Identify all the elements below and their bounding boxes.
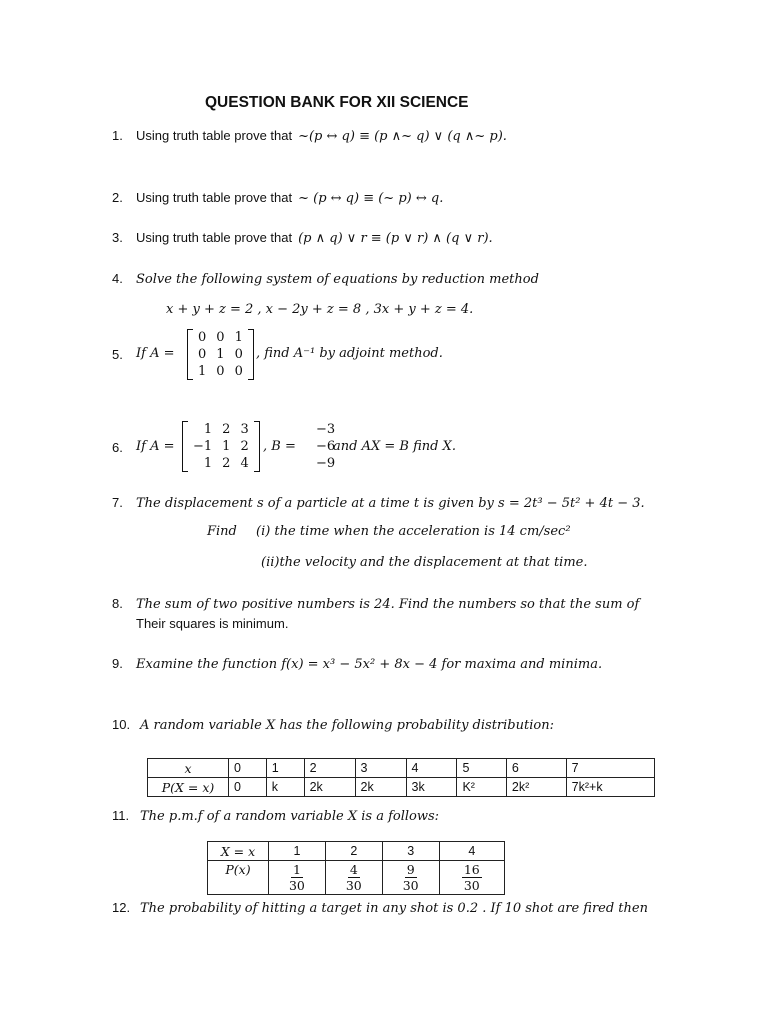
question-math: ~ (p ↔ q) ≡ (~ p) ↔ q. <box>298 191 444 206</box>
fraction <box>403 862 419 893</box>
question-10 <box>112 717 554 733</box>
question-12 <box>112 900 648 916</box>
question-math: The probability of hitting a target in any shot is 0.2 . If 10 shot are fired then <box>140 901 648 916</box>
table-cell: 1 <box>269 842 326 861</box>
table-cell <box>382 861 439 895</box>
matrix-cell: 1 <box>216 347 225 362</box>
table-cell: 7k²+k <box>566 778 654 797</box>
fraction <box>289 862 305 893</box>
question-math: , find A⁻¹ by adjoint method. <box>256 346 443 361</box>
table-cell: 2k <box>304 778 355 797</box>
matrix-a <box>187 329 254 380</box>
table-cell: 7 <box>566 759 654 778</box>
question-math: (p ∧ q) ∨ r ≡ (p ∨ r) ∧ (q ∨ r). <box>298 231 493 246</box>
table-row <box>208 842 505 861</box>
table-row <box>208 861 505 895</box>
table-cell: k <box>266 778 304 797</box>
matrix-cell: 1 <box>234 330 243 345</box>
question-math: The sum of two positive numbers is 24. Find the numbers so that the sum of <box>136 597 640 612</box>
table-row <box>148 759 655 778</box>
matrix-cell: 2 <box>222 456 231 471</box>
question-text: Using truth table prove that <box>136 190 293 205</box>
table-cell: 2 <box>325 842 382 861</box>
question-number: 3. <box>112 230 123 245</box>
table-cell <box>269 861 326 895</box>
denominator: 30 <box>345 878 362 893</box>
numerator: 1 <box>292 862 301 877</box>
matrix-cell: −6 <box>316 439 336 454</box>
question-math: , B = <box>263 439 296 454</box>
matrix-cell: 1 <box>198 364 207 379</box>
question-number: 6. <box>112 440 123 455</box>
question-1 <box>112 128 507 144</box>
question-math: A random variable X has the following probability distribution: <box>140 718 554 733</box>
table-cell: K² <box>457 778 506 797</box>
matrix-cell: −1 <box>193 439 213 454</box>
page-title: QUESTION BANK FOR XII SCIENCE <box>205 94 469 111</box>
question-math: If A = <box>136 346 175 361</box>
numerator: 4 <box>349 862 358 877</box>
question-math: The p.m.f of a random variable X is a follows: <box>140 809 440 824</box>
question-number: 1. <box>112 128 123 143</box>
table-cell: P(x) <box>208 861 269 895</box>
question-7 <box>112 495 645 511</box>
matrix-cell: 3 <box>240 422 249 437</box>
table-cell <box>325 861 382 895</box>
question-math: ~(p ↔ q) ≡ (p ∧~ q) ∨ (q ∧~ p). <box>298 129 507 144</box>
table-cell: 2 <box>304 759 355 778</box>
table-cell: 2k² <box>506 778 566 797</box>
equation-system: x + y + z = 2 , x − 2y + z = 8 , 3x + y + z = 4. <box>166 302 474 317</box>
question-number: 9. <box>112 656 123 671</box>
table-cell: 2k <box>355 778 406 797</box>
table-cell: 0 <box>229 759 267 778</box>
question-8 <box>112 596 639 612</box>
matrix-cell: 0 <box>216 330 225 345</box>
question-math: Examine the function f(x) = x³ − 5x² + 8x − 4 for maxima and minima. <box>136 657 603 672</box>
table-cell: 3 <box>355 759 406 778</box>
question-math: Solve the following system of equations by reduction method <box>136 272 539 287</box>
question-3 <box>112 230 493 246</box>
pmf-table <box>207 841 505 895</box>
question-number: 10. <box>112 717 131 732</box>
matrix-cell: −3 <box>316 422 336 437</box>
question-9 <box>112 656 602 672</box>
question-11 <box>112 808 439 824</box>
question-text: Using truth table prove that <box>136 128 293 143</box>
table-row <box>148 778 655 797</box>
find-label: Find <box>207 524 237 539</box>
matrix-cell: 0 <box>234 364 243 379</box>
fraction <box>346 862 362 893</box>
table-cell: 4 <box>439 842 504 861</box>
probability-table <box>147 758 655 797</box>
question-math: If A = <box>136 439 175 454</box>
table-cell: 6 <box>506 759 566 778</box>
question-number: 2. <box>112 190 123 205</box>
question-number: 5. <box>112 347 123 362</box>
question-math: The displacement s of a particle at a time t is given by s = 2t³ − 5t² + 4t − 3. <box>136 496 645 511</box>
question-4 <box>112 271 539 287</box>
matrix-cell: 0 <box>216 364 225 379</box>
matrix-cell: 4 <box>240 456 249 471</box>
table-cell: 1 <box>266 759 304 778</box>
matrix-cell: 0 <box>198 330 207 345</box>
matrix-cell: 1 <box>203 456 213 471</box>
fraction <box>462 862 482 893</box>
question-part-1: (i) the time when the acceleration is 14 cm/sec² <box>256 524 571 539</box>
table-cell: x <box>148 759 229 778</box>
table-cell <box>439 861 504 895</box>
matrix-a <box>182 421 260 472</box>
table-cell: 4 <box>406 759 457 778</box>
question-text: Their squares is minimum. <box>136 616 289 631</box>
table-cell: P(X = x) <box>148 778 229 797</box>
question-number: 11. <box>112 808 130 823</box>
question-number: 8. <box>112 596 123 611</box>
matrix-cell: 2 <box>222 422 231 437</box>
question-number: 4. <box>112 271 123 286</box>
matrix-cell: 0 <box>198 347 207 362</box>
question-part-2: (ii)the velocity and the displacement at that time. <box>261 555 588 570</box>
table-cell: X = x <box>208 842 269 861</box>
matrix-cell: −9 <box>316 456 336 471</box>
matrix-cell: 1 <box>222 439 231 454</box>
denominator: 30 <box>288 878 305 893</box>
table-cell: 0 <box>229 778 267 797</box>
question-math: and AX = B find X. <box>333 439 456 454</box>
table-cell: 3k <box>406 778 457 797</box>
question-number: 7. <box>112 495 123 510</box>
numerator: 9 <box>406 862 415 877</box>
matrix-cell: 2 <box>240 439 249 454</box>
question-2 <box>112 190 443 206</box>
denominator: 30 <box>463 878 480 893</box>
numerator: 16 <box>463 862 480 877</box>
matrix-cell: 0 <box>234 347 243 362</box>
matrix-cell: 1 <box>203 422 213 437</box>
table-cell: 3 <box>382 842 439 861</box>
denominator: 30 <box>402 878 419 893</box>
table-cell: 5 <box>457 759 506 778</box>
question-number: 12. <box>112 900 131 915</box>
question-text: Using truth table prove that <box>136 230 293 245</box>
